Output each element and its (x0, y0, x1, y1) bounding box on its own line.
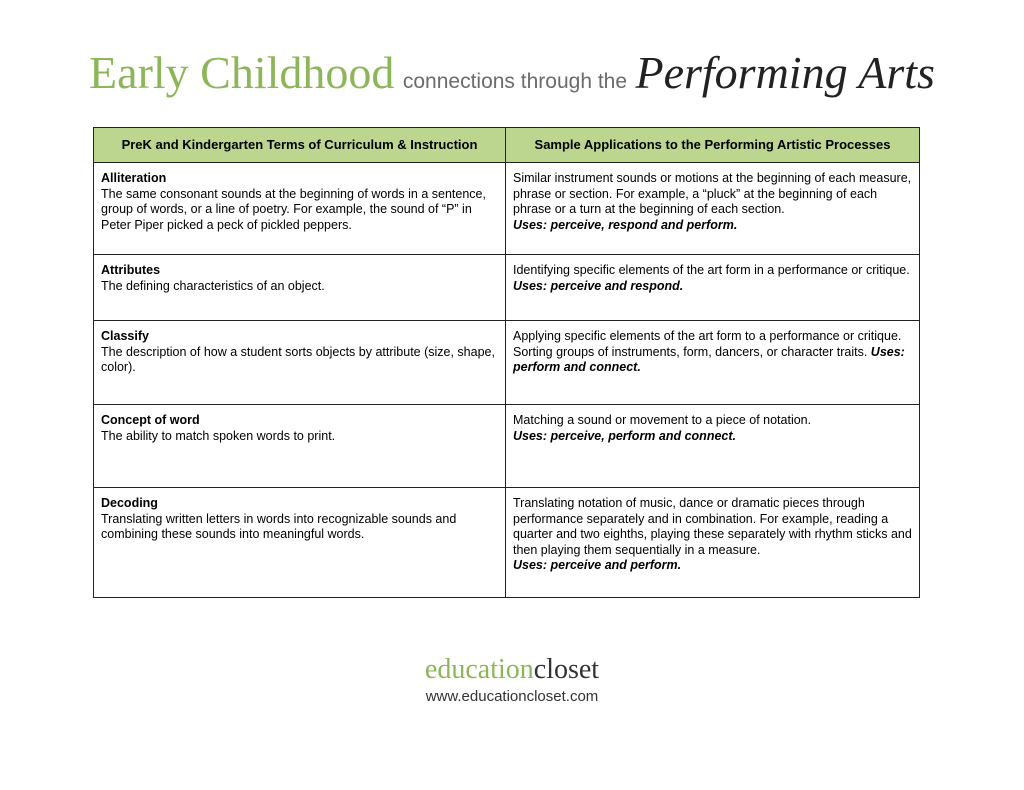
term-definition: The description of how a student sorts objects by attribute (size, shape, color). (101, 344, 495, 374)
table-row (94, 163, 920, 255)
header-applications: Sample Applications to the Performing Artistic Processes (506, 128, 920, 163)
term-name: Concept of word (101, 413, 200, 427)
term-definition: The ability to match spoken words to print. (101, 428, 336, 443)
table-row (94, 405, 920, 488)
table-row (94, 321, 920, 405)
application-text: Matching a sound or movement to a piece of notation. (513, 413, 812, 427)
term-cell (94, 321, 506, 405)
application-cell (506, 488, 920, 598)
term-name: Attributes (101, 263, 161, 277)
application-text: Translating notation of music, dance or dramatic pieces through performance separately and in combination. For example, reading a quarter and two eighths, playing these separately with rhythm sticks and then playing them sequentially in a measure. (513, 496, 912, 557)
brand-closet: closet (533, 654, 600, 685)
application-cell (506, 321, 920, 405)
terms-table (93, 127, 920, 598)
title-early-childhood: Early Childhood (89, 47, 395, 98)
title-connections: connections through the (402, 70, 628, 93)
title-performing-arts: Performing Arts (635, 47, 935, 98)
term-cell (94, 163, 506, 255)
uses-text: Uses: perceive and perform. (513, 558, 682, 572)
header-terms: PreK and Kindergarten Terms of Curriculum & Instruction (94, 128, 506, 163)
page-title (0, 47, 1024, 98)
application-cell (506, 163, 920, 255)
table-header-row (94, 128, 920, 163)
uses-text: Uses: perceive, perform and connect. (513, 428, 736, 443)
application-text: Identifying specific elements of the art form in a performance or critique. (513, 263, 910, 277)
term-cell (94, 255, 506, 321)
term-definition: The same consonant sounds at the beginning of words in a sentence, group of words, or a line of poetry. For example, the sound of “P” in Peter Piper picked a peck of pickled peppers. (101, 186, 486, 232)
uses-text: Uses: perform and connect. (513, 344, 905, 374)
term-cell (94, 405, 506, 488)
table-row (94, 255, 920, 321)
brand-education: education (424, 654, 534, 685)
term-name: Alliteration (101, 171, 167, 185)
application-cell (506, 255, 920, 321)
table-row (94, 488, 920, 598)
website-url: www.educationcloset.com (425, 688, 599, 705)
application-cell (506, 405, 920, 488)
uses-text: Uses: perceive and respond. (513, 278, 684, 293)
term-cell (94, 488, 506, 598)
application-text: Applying specific elements of the art form to a performance or critique. Sorting groups of instruments, form, dancers, or character traits. (513, 329, 902, 359)
application-text: Similar instrument sounds or motions at the beginning of each measure, phrase or section. For example, a “pluck” at the beginning of each phrase or a turn at the beginning of each section. (513, 171, 912, 216)
term-definition: Translating written letters in words into recognizable sounds and combining these sounds into meaningful words. (101, 511, 457, 541)
term-definition: The defining characteristics of an object. (101, 278, 325, 293)
term-name: Classify (101, 329, 149, 343)
term-name: Decoding (101, 496, 158, 510)
footer (0, 656, 1024, 705)
brand-logo (0, 656, 1024, 684)
uses-text: Uses: perceive, respond and perform. (513, 217, 738, 232)
